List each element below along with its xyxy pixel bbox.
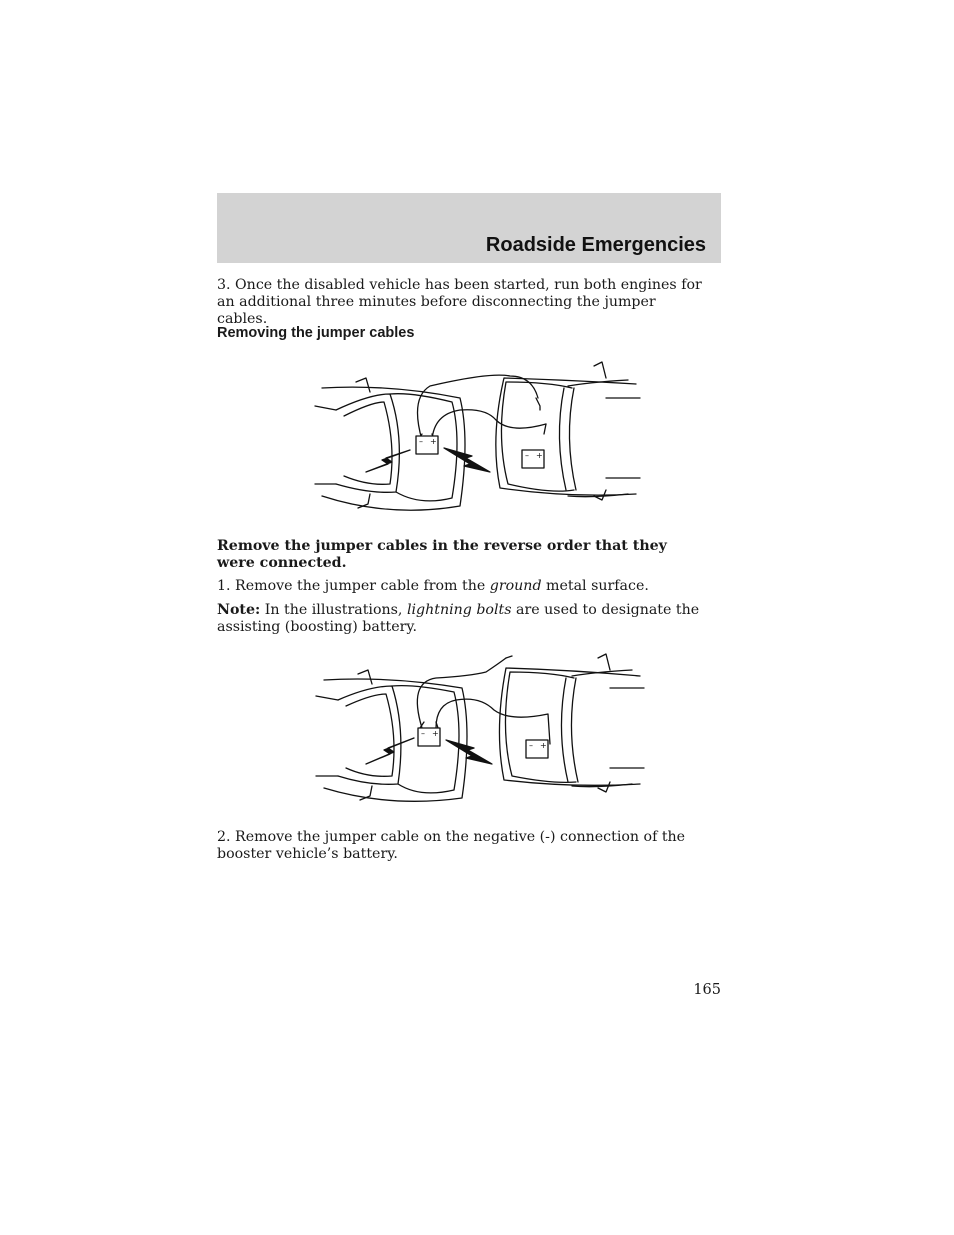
- step-1-text-post: metal surface.: [541, 578, 649, 594]
- note-label: Note:: [217, 602, 261, 618]
- battery-minus-label: –: [529, 741, 533, 750]
- jumper-cable-illustration-2: [310, 652, 650, 812]
- battery-booster-vehicle: [522, 450, 544, 468]
- battery-disabled-vehicle: [418, 728, 440, 746]
- section-header-band: [217, 193, 721, 263]
- subsection-heading: Removing the jumper cables: [217, 325, 415, 341]
- page-number: 165: [693, 982, 721, 998]
- battery-plus-label: +: [536, 451, 543, 460]
- note-text-post: are used to designate the assisting (boosting) battery.: [217, 602, 700, 635]
- battery-disabled-vehicle: [416, 436, 438, 454]
- lightning-bolt-icon: [366, 450, 410, 472]
- lightning-bolt-icon: [444, 448, 490, 472]
- step-3-paragraph: 3. Once the disabled vehicle has been started, run both engines for an additional three minutes before disconnecting the jumper cables.: [217, 277, 702, 327]
- step-2-paragraph: 2. Remove the jumper cable on the negative (-) connection of the booster vehicle’s battery.: [217, 829, 686, 862]
- note-emphasis: lightning bolts: [406, 602, 512, 618]
- booster-vehicle: [499, 654, 644, 792]
- warning-paragraph: Remove the jumper cables in the reverse order that they were connected.: [217, 538, 667, 571]
- jumper-cables: [418, 375, 547, 440]
- booster-vehicle: [496, 362, 640, 500]
- jumper-cable-illustration-1: [310, 358, 650, 522]
- battery-plus-label: +: [432, 729, 439, 738]
- step-1-emphasis: ground: [489, 578, 542, 594]
- lightning-bolt-icon: [446, 740, 492, 764]
- note-paragraph: [217, 602, 707, 636]
- note-text-pre: In the illustrations,: [260, 602, 407, 618]
- battery-booster-vehicle: [526, 740, 548, 758]
- battery-minus-label: –: [419, 437, 423, 446]
- section-title: Roadside Emergencies: [485, 234, 706, 256]
- battery-minus-label: –: [525, 451, 529, 460]
- battery-minus-label: –: [421, 729, 425, 738]
- battery-plus-label: +: [540, 741, 547, 750]
- step-1-text-pre: 1. Remove the jumper cable from the: [217, 578, 490, 594]
- step-1-paragraph: [217, 578, 707, 595]
- lightning-bolt-icon: [366, 738, 414, 764]
- disabled-vehicle: [315, 378, 465, 510]
- battery-plus-label: +: [430, 437, 437, 446]
- disabled-vehicle: [316, 670, 467, 801]
